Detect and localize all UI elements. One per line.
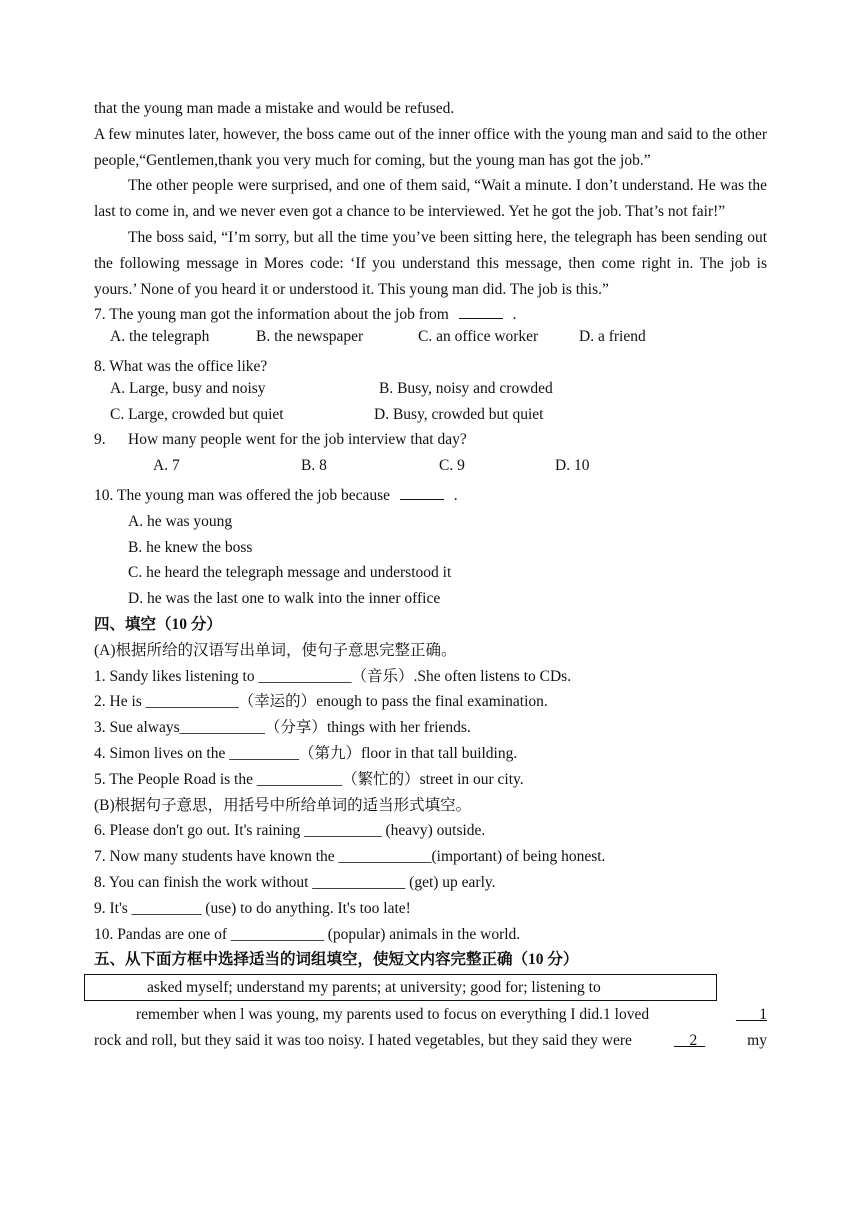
word-box: asked myself; understand my parents; at university; good for; listening to [84,974,717,1001]
cloze-blank: __2_ [674,1031,706,1049]
question-8: 8. What was the office like? [94,357,268,375]
fill-item-b6: 6. Please don't go out. It's raining __________ (heavy) outside. [94,822,486,840]
option-a: A. 7 [153,457,180,475]
item-text: .She often listens to CDs. [413,667,572,685]
option-d: D. he was the last one to walk into the inner office [128,590,441,608]
item-text: 1. Sandy likes listening to [94,667,259,685]
item-text: 5. The People Road is the [94,770,257,788]
option-c: C. an office worker [418,328,539,346]
fill-item-b7: 7. Now many students have known the ____________(important) of being honest. [94,848,606,866]
answer-blank: ___________ [179,719,265,737]
item-text: 3. Sue always [94,719,180,737]
options-row [94,328,767,354]
fill-item-a4 [94,741,767,767]
chinese-hint: （音乐） [351,667,414,685]
answer-blank: _________ [229,744,299,762]
options-row [94,457,767,483]
option-c: C. 9 [439,457,465,475]
answer-blank: ____________ [145,693,239,711]
item-text: 4. Simon lives on the [94,744,230,762]
cloze-line [94,1002,767,1028]
question-end: . [453,486,458,504]
question-stem: How many people went for the job interview that day? [128,431,467,449]
fill-item-b8: 8. You can finish the work without ____________ (get) up early. [94,873,496,891]
cloze-line [94,1028,767,1054]
option-b: B. the newspaper [256,328,364,346]
fill-item-a5 [94,767,767,793]
part-a-instruction: (A)根据所给的汉语写出单词，使句子意思完整正确。 [94,641,457,659]
item-text: street in our city. [419,770,524,788]
fill-item-a3 [94,715,767,741]
options-row [94,406,767,432]
section-5-title: 五、从下面方框中选择适当的词组填空，使短文内容完整正确（10 分） [94,951,579,969]
cloze-text: my [747,1031,767,1049]
option-a: A. Large, busy and noisy [110,379,266,397]
chinese-hint: （第九） [298,744,361,762]
options-row [94,380,767,406]
question-stem: 10. The young man was offered the job because [94,486,390,504]
option-d: D. Busy, crowded but quiet [374,405,544,423]
item-text: things with her friends. [326,719,471,737]
passage-paragraph: The other people were surprised, and one of them said, “Wait a minute. I don’t understand. He was the last to come in, and we never even got a chance to be interviewed. Yet he got the job. That’s not fair!” [94,177,767,221]
option-c: C. Large, crowded but quiet [110,405,284,423]
chinese-hint: （分享） [264,719,327,737]
question-9 [94,431,767,457]
document-page [94,96,767,1054]
question-stem: 7. The young man got the information about the job from [94,306,449,324]
fill-item-b10: 10. Pandas are one of ____________ (popular) animals in the world. [94,925,521,943]
option-c: C. he heard the telegraph message and understood it [128,564,452,582]
option-b: B. he knew the boss [128,538,253,556]
question-end: . [512,306,517,324]
option-b: B. 8 [301,457,327,475]
cloze-text: remember when l was young, my parents used to focus on everything I did.1 loved [136,1006,650,1024]
fill-item-a1 [94,664,767,690]
answer-blank: ____________ [258,667,352,685]
option-d: D. a friend [579,328,646,346]
chinese-hint: （繁忙的） [342,770,420,788]
item-text: floor in that tall building. [360,744,518,762]
option-a: A. the telegraph [110,328,210,346]
answer-blank: ___________ [256,770,343,788]
passage-line: that the young man made a mistake and would be refused. [94,100,455,117]
answer-blank [400,485,444,500]
passage-paragraph: A few minutes later, however, the boss came out of the inner office with the young man and said to the other people,“Gentlemen,thank you very much for coming, but the young man has got the job.” [94,125,767,169]
question-number: 9. [94,431,106,449]
chinese-hint: （幸运的） [238,693,317,711]
option-b: B. Busy, noisy and crowded [379,379,553,397]
part-b-instruction: (B)根据句子意思，用括号中所给单词的适当形式填空。 [94,796,472,814]
fill-item-a2 [94,689,767,715]
item-text: enough to pass the final examination. [316,693,548,711]
cloze-text: rock and roll, but they said it was too noisy. I hated vegetables, but they said they were [94,1031,632,1049]
cloze-blank: ___1 [736,1006,767,1024]
fill-item-b9: 9. It's _________ (use) to do anything. It's too late! [94,899,411,917]
question-10 [94,483,767,509]
section-4-title: 四、填空（10 分） [94,615,222,633]
question-7 [94,302,767,328]
option-a: A. he was young [128,512,233,530]
passage-paragraph: The boss said, “I’m sorry, but all the time you’ve been sitting here, the telegraph has been sending out the following message in Mores code: ‘If you understand this message, then come right in. The job is yours.’ None of you heard it or understood it. This young man did. The job is this.” [94,228,767,298]
option-d: D. 10 [555,457,590,475]
answer-blank [459,304,503,319]
item-text: 2. He is [94,693,146,711]
